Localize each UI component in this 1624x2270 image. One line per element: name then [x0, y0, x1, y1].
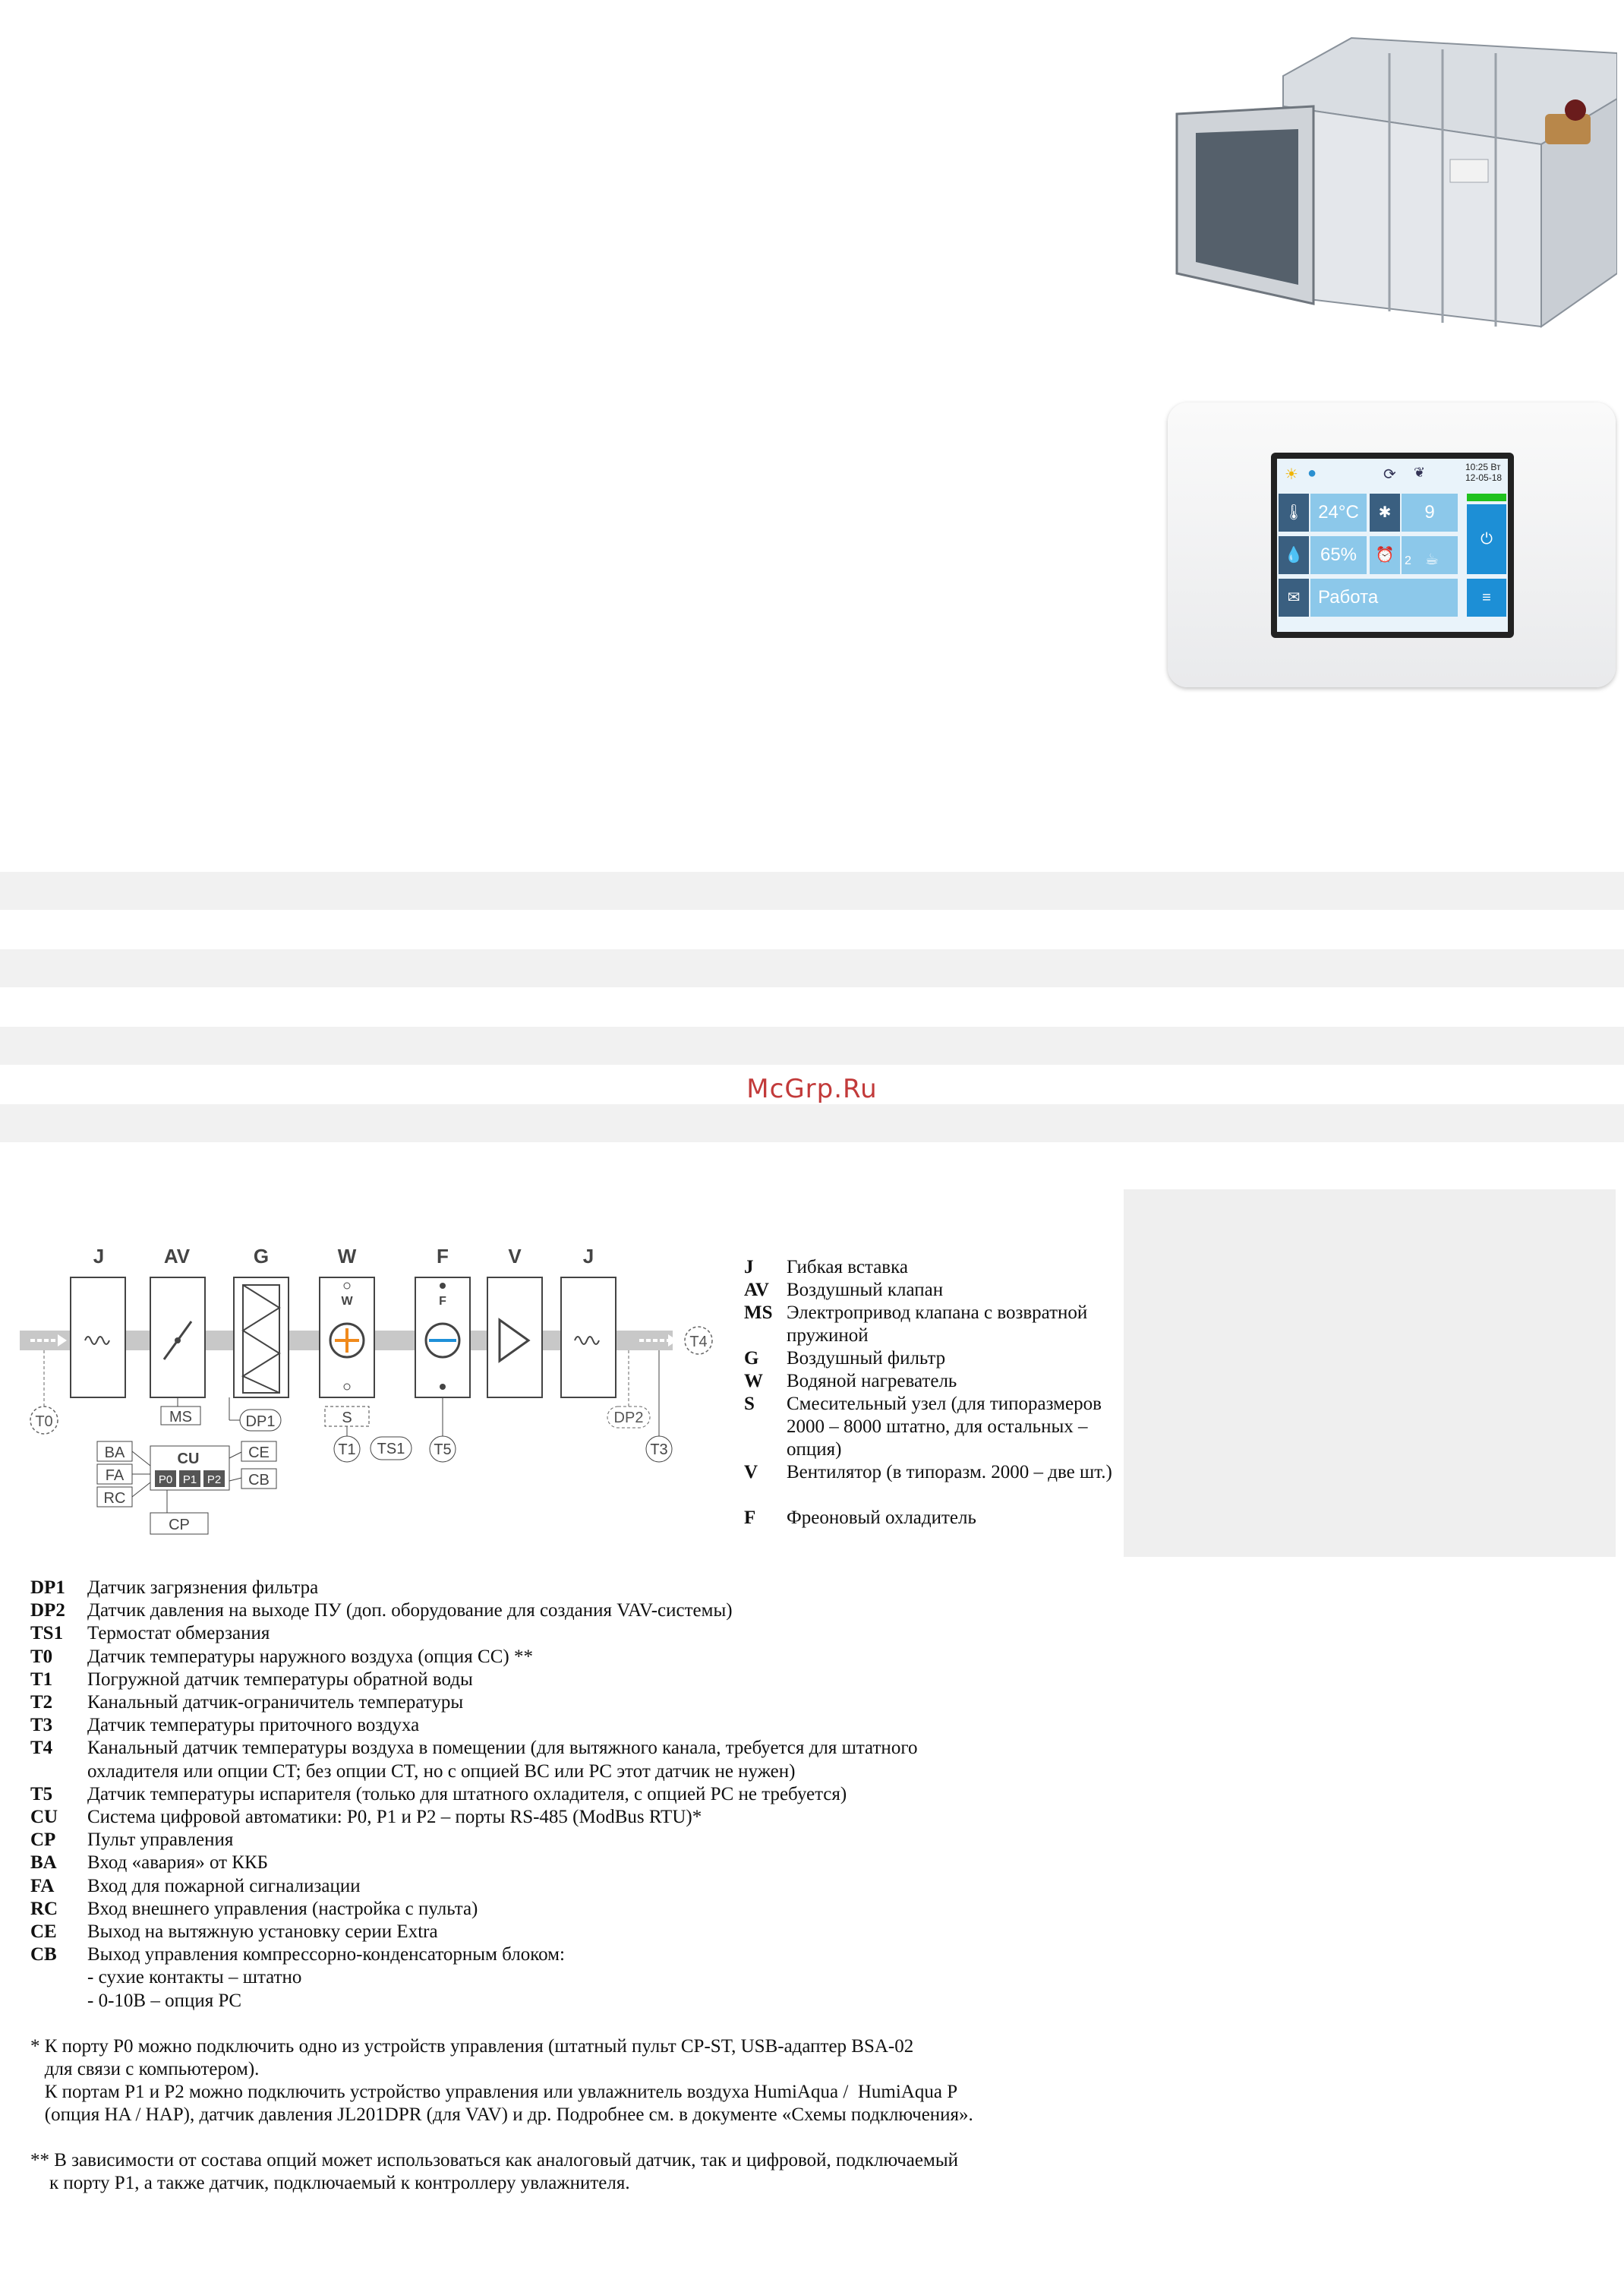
legend-key: S	[744, 1394, 755, 1414]
definition-value: Вход внешнего управления (настройка с пульта)	[87, 1899, 478, 1919]
drops-icon: 💧	[1279, 536, 1309, 574]
humidity-tile[interactable]	[1310, 536, 1367, 574]
legend-value: Фреоновый охладитель	[787, 1508, 976, 1528]
port-p0: P0	[158, 1473, 173, 1486]
sensor-t0: T0	[35, 1413, 53, 1430]
definition-value: - 0-10В – опция PC	[87, 1991, 242, 2011]
temperature-tile[interactable]	[1310, 494, 1367, 532]
definition-value: Датчик температуры наружного воздуха (опция CC) **	[87, 1646, 533, 1667]
definition-value: Датчик температуры испарителя (только для штатного охладителя, с опцией PC не требуется)	[87, 1784, 847, 1804]
message-icon: ✉	[1279, 579, 1309, 617]
legend-value: Воздушный фильтр	[787, 1348, 946, 1369]
sensor-t4: T4	[689, 1334, 708, 1350]
legend-value: Гибкая вставка	[787, 1257, 908, 1277]
definition-key: T2	[30, 1692, 53, 1713]
sensor-t1: T1	[338, 1441, 356, 1458]
definition-value: Датчик температуры приточного воздуха	[87, 1715, 420, 1735]
watermark: McGrp.Ru	[746, 1074, 878, 1104]
output-cb: CB	[248, 1472, 270, 1489]
definition-value: - сухие контакты – штатно	[87, 1967, 302, 1987]
f-letter: F	[439, 1295, 446, 1308]
leaf-icon: ❦	[1414, 465, 1426, 480]
definition-key: CP	[30, 1830, 56, 1850]
table-band-1	[0, 872, 1624, 910]
cu-box: CU	[177, 1451, 200, 1467]
footnote-line: для связи с компьютером).	[30, 2059, 260, 2079]
legend-key: MS	[744, 1302, 773, 1323]
legend-key: AV	[744, 1280, 769, 1300]
footnote-line: (опция HA / HAP), датчик давления JL201DPR (для VAV) и др. Подробнее см. в документе «Схемы подключения».	[30, 2104, 973, 2125]
legend-key: G	[744, 1348, 759, 1369]
control-panel-cp: CP	[169, 1517, 190, 1533]
definition-key: RC	[30, 1899, 58, 1919]
side-panel	[1124, 1189, 1616, 1557]
ms-box: MS	[169, 1409, 192, 1425]
air-handling-unit-image	[1162, 23, 1617, 334]
definition-value: Датчик давления на выходе ПУ (доп. оборудование для создания VAV-системы)	[87, 1600, 733, 1621]
legend-key: F	[744, 1508, 756, 1528]
sensor-t3: T3	[650, 1441, 668, 1458]
definition-value: Погружной датчик температуры обратной воды	[87, 1669, 473, 1690]
legend-value: Воздушный клапан	[787, 1280, 944, 1300]
definition-value: Канальный датчик температуры воздуха в помещении (для вытяжного канала, требуется для штатного	[87, 1738, 918, 1758]
fan-speed-value: 9	[1424, 502, 1435, 523]
definition-key: CU	[30, 1807, 58, 1827]
definition-key: T4	[30, 1738, 53, 1758]
footnote-line: К портам P1 и P2 можно подключить устройство управления или увлажнитель воздуха HumiAqua / HumiAqua P	[30, 2082, 958, 2102]
power-button[interactable]: ⏻	[1467, 504, 1506, 574]
label-w: W	[337, 1245, 357, 1268]
legend-key: W	[744, 1371, 763, 1391]
timer-index: 2	[1405, 554, 1411, 567]
port-p2: P2	[207, 1473, 222, 1486]
definition-key: CE	[30, 1921, 57, 1942]
alarm-clock-icon: ⏰	[1370, 536, 1400, 574]
label-j1: J	[93, 1245, 105, 1268]
status-tile[interactable]	[1310, 579, 1458, 617]
definition-key: BA	[30, 1852, 57, 1873]
label-v: V	[508, 1245, 522, 1268]
definition-key: FA	[30, 1876, 55, 1896]
label-f: F	[437, 1245, 449, 1268]
footnote-line: ** В зависимости от состава опций может использоваться как аналоговый датчик, так и цифровой, подключаемый	[30, 2150, 958, 2171]
definition-key: CB	[30, 1944, 57, 1965]
clock-time: 10:25 Вт	[1465, 462, 1501, 472]
definition-key: T1	[30, 1669, 53, 1690]
footnote-line: * К порту P0 можно подключить одно из устройств управления (штатный пульт CP-ST, USB-адаптер BSA-02	[30, 2036, 914, 2057]
definition-value: охладителя или опции CT; без опции CT, но с опцией BC или PC этот датчик не нужен)	[87, 1761, 796, 1782]
control-panel-image	[1168, 403, 1616, 687]
definition-value: Выход управления компрессорно-конденсаторным блоком:	[87, 1944, 565, 1965]
label-j2: J	[582, 1245, 594, 1268]
legend-value: Вентилятор (в типоразм. 2000 – две шт.)	[787, 1462, 1112, 1482]
mixing-unit-s: S	[342, 1410, 352, 1426]
sun-icon: ☀	[1285, 466, 1298, 483]
fan-speed-tile[interactable]	[1402, 494, 1458, 532]
input-rc: RC	[103, 1490, 126, 1507]
definition-value: Пульт управления	[87, 1830, 234, 1850]
cycle-icon: ⟳	[1383, 466, 1396, 483]
sensor-dp2: DP2	[613, 1410, 644, 1426]
input-fa: FA	[105, 1467, 125, 1484]
definition-value: Система цифровой автоматики: P0, P1 и P2 – порты RS-485 (ModBus RTU)*	[87, 1807, 702, 1827]
humidity-icon: ●	[1307, 465, 1317, 481]
table-band-3	[0, 1027, 1624, 1065]
status-text: Работа	[1318, 587, 1379, 608]
fan-icon: ✱	[1370, 494, 1400, 532]
definition-key: T5	[30, 1784, 53, 1804]
status-indicator-bar	[1467, 494, 1506, 501]
input-ba: BA	[104, 1444, 125, 1461]
definition-key: TS1	[30, 1623, 64, 1643]
menu-button[interactable]: ≡	[1467, 579, 1506, 617]
definition-value: Вход для пожарной сигнализации	[87, 1876, 361, 1896]
definition-key: DP1	[30, 1577, 65, 1598]
footnote-line: к порту P1, а также датчик, подключаемый к контроллеру увлажнителя.	[30, 2173, 630, 2193]
w-letter: W	[341, 1295, 353, 1308]
cup-icon: ☕	[1424, 551, 1439, 568]
temperature-value: 24°C	[1318, 502, 1359, 523]
output-ce: CE	[248, 1444, 270, 1461]
table-band-4	[0, 1104, 1624, 1142]
controller-screen	[1271, 453, 1514, 638]
timer-tile[interactable]	[1402, 536, 1458, 574]
thermometer-icon: 🌡	[1279, 494, 1309, 532]
legend-key: J	[744, 1257, 754, 1277]
definition-key: DP2	[30, 1600, 65, 1621]
legend-value: Электропривод клапана с возвратной пружиной	[787, 1302, 1088, 1346]
definition-value: Вход «авария» от ККБ	[87, 1852, 268, 1873]
legend-key: V	[744, 1462, 758, 1482]
label-av: AV	[163, 1245, 191, 1268]
definition-value: Канальный датчик-ограничитель температуры	[87, 1692, 464, 1713]
legend-value: Смесительный узел (для типоразмеров 2000 – 8000 штатно, для остальных – опция)	[787, 1394, 1102, 1460]
sensor-t5: T5	[434, 1441, 452, 1458]
definition-key: T3	[30, 1715, 53, 1735]
port-p1: P1	[182, 1473, 197, 1486]
clock-date: 12-05-18	[1465, 472, 1503, 483]
table-band-2	[0, 949, 1624, 987]
definition-value: Термостат обмерзания	[87, 1623, 270, 1643]
sensor-dp1: DP1	[245, 1413, 276, 1430]
definition-key: T0	[30, 1646, 53, 1667]
legend-value: Водяной нагреватель	[787, 1371, 957, 1391]
definition-value: Датчик загрязнения фильтра	[87, 1577, 319, 1598]
schematic-diagram	[15, 1238, 729, 1542]
definition-value: Выход на вытяжную установку серии Extra	[87, 1921, 438, 1942]
label-g: G	[253, 1245, 270, 1268]
humidity-value: 65%	[1320, 545, 1358, 565]
sensor-ts1: TS1	[377, 1441, 405, 1457]
